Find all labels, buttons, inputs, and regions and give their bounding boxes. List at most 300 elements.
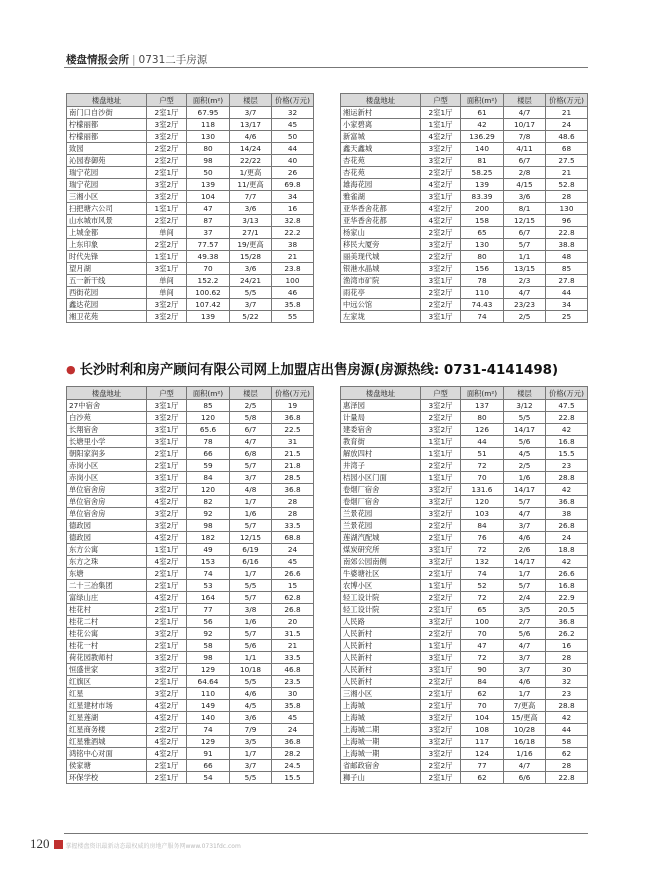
table-row	[341, 484, 588, 496]
table-row	[67, 712, 314, 724]
layout-cell: 3室2厅	[147, 119, 187, 131]
price-cell: 16	[546, 640, 588, 652]
area-cell: 139	[461, 179, 504, 191]
price-cell: 46.8	[272, 664, 314, 676]
price-cell: 28.2	[272, 748, 314, 760]
price-cell: 21	[272, 251, 314, 263]
layout-cell: 2室1厅	[147, 460, 187, 472]
floor-cell: 5/5	[230, 772, 272, 784]
address-cell: 单位宿舍房	[67, 496, 147, 508]
layout-cell: 1室1厅	[147, 251, 187, 263]
area-cell: 72	[461, 652, 504, 664]
area-cell: 90	[461, 664, 504, 676]
floor-cell: 1/6	[230, 616, 272, 628]
column-header: 楼盘地址	[341, 94, 421, 107]
price-cell: 28	[546, 652, 588, 664]
section-header	[66, 52, 207, 67]
table-row	[341, 712, 588, 724]
floor-cell: 2/3	[504, 275, 546, 287]
layout-cell: 1室1厅	[421, 580, 461, 592]
price-cell: 96	[546, 215, 588, 227]
layout-cell: 2室2厅	[421, 251, 461, 263]
address-cell: 牛婆塘社区	[341, 568, 421, 580]
floor-cell: 7/更高	[504, 700, 546, 712]
price-cell: 22.5	[272, 424, 314, 436]
address-cell: 瑞宁花园	[67, 179, 147, 191]
column-header: 面积(m²)	[187, 94, 230, 107]
table-row	[67, 263, 314, 275]
price-cell: 36.8	[546, 616, 588, 628]
bullet-icon: ●	[66, 363, 76, 376]
area-cell: 78	[187, 436, 230, 448]
price-cell: 21.8	[272, 460, 314, 472]
address-cell: 桂花村	[67, 604, 147, 616]
table-row	[67, 239, 314, 251]
layout-cell: 3室1厅	[421, 652, 461, 664]
table-row	[67, 532, 314, 544]
floor-cell: 4/6	[230, 131, 272, 143]
address-cell: 白沙苑	[67, 412, 147, 424]
address-cell: 上海城	[341, 700, 421, 712]
table-row	[341, 448, 588, 460]
area-cell: 120	[187, 412, 230, 424]
address-cell: 三湘小区	[341, 688, 421, 700]
layout-cell: 2室1厅	[421, 568, 461, 580]
table-row	[67, 640, 314, 652]
layout-cell: 2室2厅	[147, 724, 187, 736]
table-row	[67, 143, 314, 155]
area-cell: 139	[187, 179, 230, 191]
area-cell: 129	[187, 736, 230, 748]
layout-cell: 4室2厅	[147, 700, 187, 712]
column-header: 户型	[147, 94, 187, 107]
area-cell: 100	[461, 616, 504, 628]
address-cell: 渔湾市矿院	[341, 275, 421, 287]
address-cell: 鑫达花园	[67, 299, 147, 311]
layout-cell: 3室2厅	[147, 131, 187, 143]
table-row	[341, 275, 588, 287]
address-cell: 兰景花园	[341, 508, 421, 520]
area-cell: 84	[187, 472, 230, 484]
layout-cell: 2室1厅	[147, 448, 187, 460]
column-header: 户型	[147, 387, 187, 400]
layout-cell: 3室2厅	[421, 400, 461, 412]
layout-cell: 4室2厅	[147, 556, 187, 568]
table-row	[67, 251, 314, 263]
floor-cell: 5/5	[504, 412, 546, 424]
floor-cell: 3/5	[230, 736, 272, 748]
price-cell: 69.8	[272, 179, 314, 191]
price-cell: 44	[272, 143, 314, 155]
column-header: 价格(万元)	[272, 94, 314, 107]
floor-cell: 2/5	[504, 311, 546, 323]
area-cell: 104	[187, 191, 230, 203]
area-cell: 200	[461, 203, 504, 215]
floor-cell: 6/16	[230, 556, 272, 568]
floor-cell: 1/16	[504, 748, 546, 760]
area-cell: 84	[461, 676, 504, 688]
address-cell: 赤岗小区	[67, 460, 147, 472]
table-row	[341, 251, 588, 263]
section-title: 楼盘情报会所	[66, 54, 129, 66]
price-cell: 24.5	[272, 760, 314, 772]
price-cell: 33.5	[272, 520, 314, 532]
floor-cell: 4/6	[504, 532, 546, 544]
area-cell: 140	[461, 143, 504, 155]
table-row	[67, 167, 314, 179]
table-row	[341, 263, 588, 275]
area-cell: 132	[461, 556, 504, 568]
layout-cell: 3室2厅	[147, 191, 187, 203]
floor-cell: 3/7	[230, 299, 272, 311]
table-row	[67, 508, 314, 520]
price-cell: 21.5	[272, 448, 314, 460]
listing-table-bottom-right	[340, 386, 588, 784]
floor-cell: 6/7	[504, 227, 546, 239]
layout-cell: 3室2厅	[421, 155, 461, 167]
price-cell: 32	[272, 107, 314, 119]
price-cell: 22.9	[546, 592, 588, 604]
price-cell: 26.2	[546, 628, 588, 640]
area-cell: 70	[187, 263, 230, 275]
layout-cell: 3室2厅	[421, 496, 461, 508]
layout-cell: 3室2厅	[421, 263, 461, 275]
layout-cell: 3室2厅	[421, 484, 461, 496]
address-cell: 左家垅	[341, 311, 421, 323]
price-cell: 15.5	[546, 448, 588, 460]
price-cell: 15	[272, 580, 314, 592]
floor-cell: 4/7	[230, 436, 272, 448]
layout-cell: 1室1厅	[421, 640, 461, 652]
floor-cell: 3/6	[230, 203, 272, 215]
address-cell: 惠泽园	[341, 400, 421, 412]
floor-cell: 4/8	[230, 484, 272, 496]
table-row	[341, 520, 588, 532]
area-cell: 131.6	[461, 484, 504, 496]
area-cell: 117	[461, 736, 504, 748]
floor-cell: 15/更高	[504, 712, 546, 724]
address-cell: 德政园	[67, 520, 147, 532]
price-cell: 20	[272, 616, 314, 628]
table-row	[341, 724, 588, 736]
table-row	[341, 700, 588, 712]
floor-cell: 1/1	[230, 652, 272, 664]
price-cell: 45	[272, 712, 314, 724]
column-header: 楼盘地址	[341, 387, 421, 400]
table-row	[67, 664, 314, 676]
table-row	[341, 460, 588, 472]
table-row	[341, 143, 588, 155]
area-cell: 164	[187, 592, 230, 604]
column-header: 价格(万元)	[546, 94, 588, 107]
table-header-row	[67, 387, 314, 400]
area-cell: 98	[187, 652, 230, 664]
area-cell: 129	[187, 664, 230, 676]
table-row	[67, 179, 314, 191]
floor-cell: 6/7	[504, 155, 546, 167]
table-row	[67, 191, 314, 203]
address-cell: 赤岗小区	[67, 472, 147, 484]
layout-cell: 2室2厅	[421, 412, 461, 424]
area-cell: 84	[461, 520, 504, 532]
area-cell: 136.29	[461, 131, 504, 143]
logo-icon	[54, 840, 63, 849]
floor-cell: 1/7	[504, 568, 546, 580]
layout-cell: 3室2厅	[147, 628, 187, 640]
address-cell: 扫把塘六公司	[67, 203, 147, 215]
price-cell: 27.8	[546, 275, 588, 287]
layout-cell: 2室2厅	[421, 676, 461, 688]
area-cell: 44	[461, 436, 504, 448]
layout-cell: 2室1厅	[421, 688, 461, 700]
address-cell: 上东印象	[67, 239, 147, 251]
price-cell: 32	[546, 676, 588, 688]
price-cell: 130	[546, 203, 588, 215]
floor-cell: 15/28	[230, 251, 272, 263]
layout-cell: 2室1厅	[147, 167, 187, 179]
address-cell: 红星建材市场	[67, 700, 147, 712]
floor-cell: 3/6	[504, 191, 546, 203]
layout-cell: 2室1厅	[147, 568, 187, 580]
layout-cell: 1室1厅	[421, 448, 461, 460]
address-cell: 时代先锋	[67, 251, 147, 263]
address-cell: 西街花园	[67, 287, 147, 299]
floor-cell: 4/7	[504, 640, 546, 652]
area-cell: 120	[461, 496, 504, 508]
address-cell: 长翔宿舍	[67, 424, 147, 436]
table-row	[67, 496, 314, 508]
table-row	[67, 107, 314, 119]
layout-cell: 3室2厅	[421, 736, 461, 748]
address-cell: 柠檬丽都	[67, 131, 147, 143]
floor-cell: 2/4	[504, 592, 546, 604]
table-row	[67, 628, 314, 640]
floor-cell: 6/7	[230, 424, 272, 436]
area-cell: 149	[187, 700, 230, 712]
floor-cell: 5/7	[230, 628, 272, 640]
layout-cell: 3室1厅	[421, 275, 461, 287]
address-cell: 长塘里小学	[67, 436, 147, 448]
column-header: 楼层	[230, 94, 272, 107]
price-cell: 31.5	[272, 628, 314, 640]
table-row	[341, 544, 588, 556]
area-cell: 110	[187, 688, 230, 700]
price-cell: 42	[546, 556, 588, 568]
address-cell: 兰景花园	[341, 520, 421, 532]
table-row	[341, 628, 588, 640]
floor-cell: 6/19	[230, 544, 272, 556]
address-cell: 杏花苑	[341, 167, 421, 179]
price-cell: 100	[272, 275, 314, 287]
column-header: 价格(万元)	[272, 387, 314, 400]
area-cell: 62	[461, 772, 504, 784]
table-row	[67, 448, 314, 460]
floor-cell: 14/24	[230, 143, 272, 155]
price-cell: 34	[272, 191, 314, 203]
agency-banner	[66, 359, 558, 378]
floor-cell: 3/6	[230, 712, 272, 724]
layout-cell: 2室1厅	[147, 676, 187, 688]
table-row	[341, 107, 588, 119]
listing-table-top-left	[66, 93, 314, 323]
address-cell: 上海城二期	[341, 724, 421, 736]
price-cell: 42	[546, 712, 588, 724]
column-header: 楼层	[504, 94, 546, 107]
floor-cell: 5/7	[230, 460, 272, 472]
table-row	[67, 520, 314, 532]
address-cell: 中远公馆	[341, 299, 421, 311]
floor-cell: 19/更高	[230, 239, 272, 251]
floor-cell: 3/6	[230, 263, 272, 275]
column-header: 面积(m²)	[461, 94, 504, 107]
area-cell: 107.42	[187, 299, 230, 311]
layout-cell: 2室2厅	[147, 215, 187, 227]
floor-cell: 22/22	[230, 155, 272, 167]
price-cell: 28	[546, 191, 588, 203]
table-row	[67, 412, 314, 424]
table-row	[341, 736, 588, 748]
floor-cell: 7/7	[230, 191, 272, 203]
price-cell: 48	[546, 251, 588, 263]
table-row	[67, 436, 314, 448]
address-cell: 南郊公园南侧	[341, 556, 421, 568]
table-row	[67, 400, 314, 412]
area-cell: 58.25	[461, 167, 504, 179]
address-cell: 煤炭研究所	[341, 544, 421, 556]
floor-cell: 4/15	[504, 179, 546, 191]
layout-cell: 3室2厅	[147, 688, 187, 700]
floor-cell: 4/7	[504, 287, 546, 299]
address-cell: 湘运新村	[341, 107, 421, 119]
table-row	[67, 724, 314, 736]
price-cell: 26	[272, 167, 314, 179]
table-row	[341, 760, 588, 772]
layout-cell: 4室2厅	[147, 592, 187, 604]
area-cell: 56	[187, 616, 230, 628]
table-row	[67, 592, 314, 604]
table-row	[341, 772, 588, 784]
area-cell: 74.43	[461, 299, 504, 311]
table-row	[67, 119, 314, 131]
layout-cell: 3室1厅	[421, 664, 461, 676]
address-cell: 人民新村	[341, 628, 421, 640]
area-cell: 78	[461, 275, 504, 287]
header-separator: |	[132, 54, 136, 66]
address-cell: 朝阳家润多	[67, 448, 147, 460]
floor-cell: 3/7	[230, 107, 272, 119]
footer-rule	[64, 833, 588, 834]
area-cell: 70	[461, 628, 504, 640]
price-cell: 36.8	[272, 412, 314, 424]
floor-cell: 5/6	[230, 640, 272, 652]
table-row	[341, 580, 588, 592]
area-cell: 64.64	[187, 676, 230, 688]
price-cell: 68.8	[272, 532, 314, 544]
table-row	[67, 299, 314, 311]
layout-cell: 3室1厅	[147, 472, 187, 484]
listing-table-bottom-left	[66, 386, 314, 784]
price-cell: 28.8	[546, 700, 588, 712]
address-cell: 三湘小区	[67, 191, 147, 203]
address-cell: 杏花苑	[341, 155, 421, 167]
floor-cell: 1/7	[230, 496, 272, 508]
price-cell: 22.2	[272, 227, 314, 239]
floor-cell: 3/7	[504, 664, 546, 676]
layout-cell: 1室1厅	[421, 119, 461, 131]
table-header-row	[341, 387, 588, 400]
floor-cell: 2/7	[504, 616, 546, 628]
table-row	[341, 203, 588, 215]
floor-cell: 2/5	[504, 460, 546, 472]
price-cell: 38	[546, 508, 588, 520]
address-cell: 南门口自沙街	[67, 107, 147, 119]
address-cell: 上海城一期	[341, 748, 421, 760]
layout-cell: 3室2厅	[421, 143, 461, 155]
column-header: 户型	[421, 94, 461, 107]
floor-cell: 1/6	[230, 508, 272, 520]
table-row	[67, 580, 314, 592]
area-cell: 53	[187, 580, 230, 592]
table-row	[341, 616, 588, 628]
price-cell: 28	[272, 496, 314, 508]
address-cell: 人民新村	[341, 664, 421, 676]
floor-cell: 11/更高	[230, 179, 272, 191]
floor-cell: 7/9	[230, 724, 272, 736]
layout-cell: 2室1厅	[421, 772, 461, 784]
layout-cell: 3室1厅	[421, 311, 461, 323]
table-row	[67, 544, 314, 556]
table-row	[67, 311, 314, 323]
price-cell: 27.5	[546, 155, 588, 167]
table-row	[341, 412, 588, 424]
address-cell: 二十三冶集团	[67, 580, 147, 592]
address-cell: 东塘	[67, 568, 147, 580]
area-cell: 82	[187, 496, 230, 508]
address-cell: 27中宿舍	[67, 400, 147, 412]
table-row	[67, 652, 314, 664]
layout-cell: 1室1厅	[147, 544, 187, 556]
area-cell: 140	[187, 712, 230, 724]
address-cell: 雨花亭	[341, 287, 421, 299]
layout-cell: 3室2厅	[421, 616, 461, 628]
area-cell: 77	[461, 760, 504, 772]
area-cell: 85	[187, 400, 230, 412]
price-cell: 55	[272, 311, 314, 323]
area-cell: 37	[187, 227, 230, 239]
layout-cell: 1室1厅	[421, 436, 461, 448]
price-cell: 24	[546, 119, 588, 131]
address-cell: 建委宿舍	[341, 424, 421, 436]
price-cell: 19	[272, 400, 314, 412]
address-cell: 望月湖	[67, 263, 147, 275]
table-row	[341, 239, 588, 251]
price-cell: 22.8	[546, 772, 588, 784]
footer-text: 掌握楼盘资讯最新动态最权威的房地产服务网www.0731fdc.com	[65, 843, 241, 850]
table-row	[341, 119, 588, 131]
address-cell: 杨家山	[341, 227, 421, 239]
floor-cell: 3/13	[230, 215, 272, 227]
floor-cell: 14/17	[504, 556, 546, 568]
area-cell: 126	[461, 424, 504, 436]
layout-cell: 2室1厅	[147, 640, 187, 652]
layout-cell: 4室2厅	[421, 203, 461, 215]
price-cell: 26.8	[546, 520, 588, 532]
layout-cell: 3室2厅	[147, 508, 187, 520]
address-cell: 移民大厦旁	[341, 239, 421, 251]
area-cell: 58	[187, 640, 230, 652]
address-cell: 桂花公寓	[67, 628, 147, 640]
address-cell: 鑫天鑫城	[341, 143, 421, 155]
